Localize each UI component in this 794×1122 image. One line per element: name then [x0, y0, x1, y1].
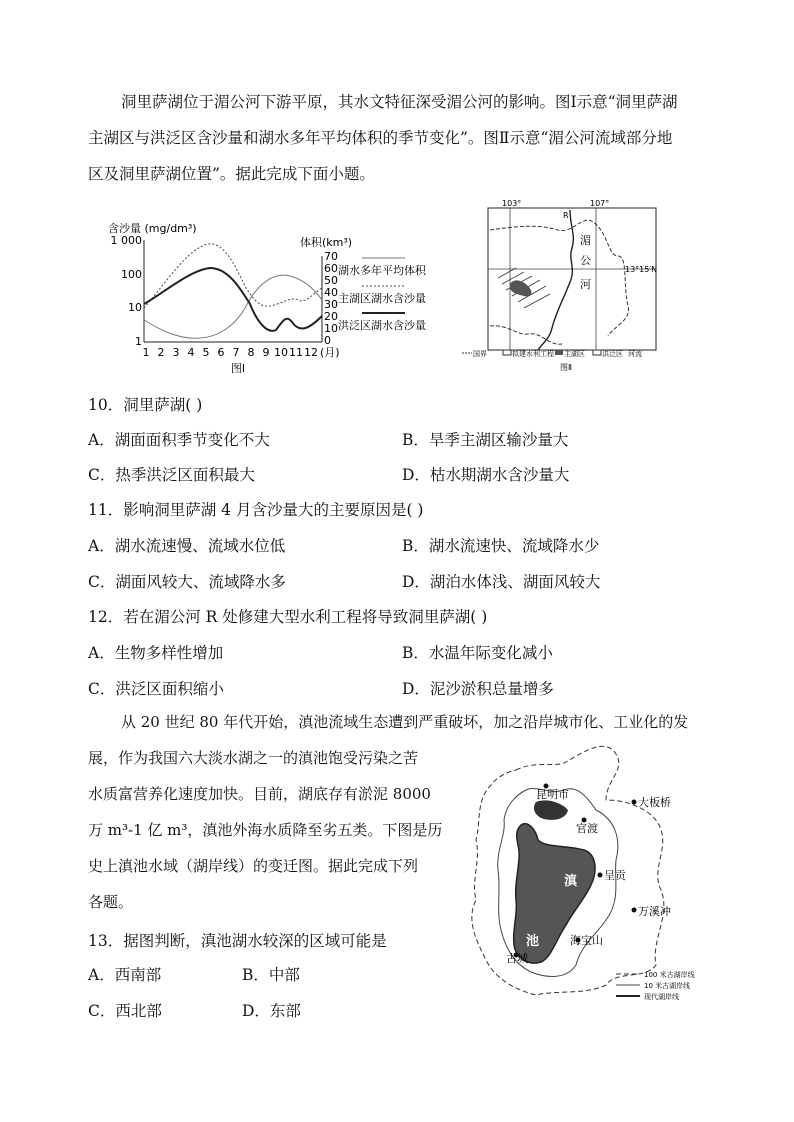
left-tick: 10: [128, 301, 142, 314]
option-c[interactable]: C．热季洪泛区面积最大: [88, 466, 255, 484]
x-tick: 3: [172, 346, 180, 359]
option-b[interactable]: B．湖水流速快、流域降水少: [402, 537, 600, 555]
figure-2-map: [458, 196, 688, 376]
right-tick: 30: [324, 298, 338, 311]
left-tick: 1 000: [110, 234, 142, 247]
lon-label: 107°: [590, 199, 610, 208]
intro-line-2: 主湖区与洪泛区含沙量和湖水多年平均体积的季节变化”。图Ⅱ示意“湄公河流域部分地: [88, 129, 673, 147]
question-11-stem: 11．影响洞里萨湖 4 月含沙量大的主要原因是( ): [88, 501, 424, 519]
option-d[interactable]: D．泥沙淤积总量增多: [402, 680, 554, 698]
intro2-line: 万 m³-1 亿 m³，滇池外海水质降至劣五类。下图是历: [88, 821, 443, 839]
figure-2-caption: 图Ⅱ: [560, 363, 572, 372]
x-tick: 12: [304, 346, 318, 359]
legend-river: 河流: [628, 350, 642, 358]
place-dian: 滇: [564, 874, 578, 889]
right-tick: 10: [324, 322, 338, 335]
question-12-stem: 12．若在湄公河 R 处修建大型水利工程将导致洞里萨湖( ): [88, 608, 488, 626]
figure-1-chart: [100, 218, 445, 378]
left-tick: 1: [135, 335, 142, 348]
x-tick: 8: [247, 346, 255, 359]
option-d[interactable]: D．湖泊水体浅、湖面风较大: [402, 573, 601, 591]
main-lake-sediment-curve: [144, 244, 322, 308]
option-b[interactable]: B．旱季主湖区输沙量大: [402, 431, 569, 449]
right-tick: 20: [324, 310, 338, 323]
right-tick: 70: [324, 250, 338, 263]
x-tick: 4: [187, 346, 195, 359]
x-tick: 9: [262, 346, 270, 359]
intro2-line: 水质富营养化速度加快。目前，湖底存有淤泥 8000: [88, 785, 431, 803]
place-gucheng: 古城: [506, 952, 528, 965]
x-tick: 1: [142, 346, 150, 359]
river-label: 公: [580, 254, 591, 267]
x-tick: 11: [289, 346, 303, 359]
option-c[interactable]: C．湖面风较大、流域降水多: [88, 573, 286, 591]
option-a[interactable]: A．西南部: [88, 966, 162, 984]
point-r-label: R: [563, 211, 569, 220]
option-a[interactable]: A．湖水流速慢、流域水位低: [88, 537, 286, 555]
right-tick: 50: [324, 274, 338, 287]
option-d[interactable]: D．东部: [242, 1002, 301, 1020]
lon-label: 103°: [502, 199, 522, 208]
figure-1-caption: 图Ⅰ: [230, 362, 246, 375]
option-d[interactable]: D．枯水期湖水含沙量大: [402, 466, 570, 484]
x-tick: 7: [232, 346, 240, 359]
legend-border: 国界: [473, 350, 487, 358]
place-chi: 池: [526, 934, 540, 949]
dianchi-map: [456, 740, 711, 1015]
legend-volume: 湖水多年平均体积: [338, 264, 426, 277]
lat-label: 13°15′N: [625, 265, 658, 274]
left-axis-title: 含沙量 (mg/dm³): [108, 222, 197, 235]
legend-floodplain: 洪泛区湖水含沙量: [338, 319, 426, 332]
x-tick: 2: [157, 346, 165, 359]
intro2-line-1: 从 20 世纪 80 年代开始，滇池流域生态遭到严重破坏，加之沿岸城市化、工业化的发: [121, 713, 689, 731]
place-haibaoshan: 海宝山: [570, 934, 603, 947]
legend-floodplain: 洪泛区: [602, 350, 623, 358]
left-tick: 100: [121, 268, 142, 281]
intro2-line: 展，作为我国六大淡水湖之一的滇池饱受污染之苦: [88, 749, 419, 767]
option-a[interactable]: A．湖面面积季节变化不大: [88, 431, 270, 449]
place-chenggong: 呈贡: [604, 869, 626, 882]
x-tick: 6: [217, 346, 225, 359]
right-axis-title: 体积(km³): [300, 236, 353, 249]
option-b[interactable]: B．水温年际变化减小: [402, 644, 553, 662]
intro2-line: 各题。: [88, 893, 134, 911]
intro-line-1: 洞里萨湖位于湄公河下游平原，其水文特征深受湄公河的影响。图Ⅰ示意“洞里萨湖: [121, 93, 678, 111]
x-tick: 5: [202, 346, 210, 359]
river-label: 湄: [580, 234, 591, 247]
place-wanxichong: 万溪冲: [638, 905, 671, 918]
place-dabanqiao: 大板桥: [638, 796, 671, 809]
legend-main-lake: 主湖区: [564, 350, 585, 358]
x-tick: 10: [274, 346, 288, 359]
right-tick: 40: [324, 286, 338, 299]
option-a[interactable]: A．生物多样性增加: [88, 644, 224, 662]
river-label: 河: [580, 278, 591, 291]
legend-main-lake: 主湖区湖水含沙量: [338, 292, 426, 305]
question-10-stem: 10．洞里萨湖( ): [88, 396, 203, 414]
place-guandu: 官渡: [576, 822, 598, 835]
volume-curve: [144, 275, 322, 338]
right-tick: 60: [324, 262, 338, 275]
option-c[interactable]: C．洪泛区面积缩小: [88, 680, 224, 698]
legend-modern: 现代湖岸线: [644, 993, 679, 1001]
intro-line-3: 区及洞里萨湖位置”。据此完成下面小题。: [88, 165, 375, 183]
option-c[interactable]: C．西北部: [88, 1002, 162, 1020]
place-kunming: 昆明市: [536, 788, 569, 801]
option-b[interactable]: B．中部: [242, 966, 300, 984]
legend-dam: 拟建水利工程: [512, 350, 554, 358]
legend-100m: 100 米古湖岸线: [644, 971, 695, 979]
question-13-stem: 13．据图判断，滇池湖水较深的区域可能是: [88, 932, 387, 950]
legend-10m: 10 米古湖岸线: [644, 982, 691, 990]
kunming-lake-north: [534, 800, 568, 820]
x-unit: (月): [320, 346, 340, 359]
right-tick: 0: [324, 334, 331, 347]
intro2-line: 史上滇池水域（湖岸线）的变迁图。据此完成下列: [88, 857, 419, 875]
